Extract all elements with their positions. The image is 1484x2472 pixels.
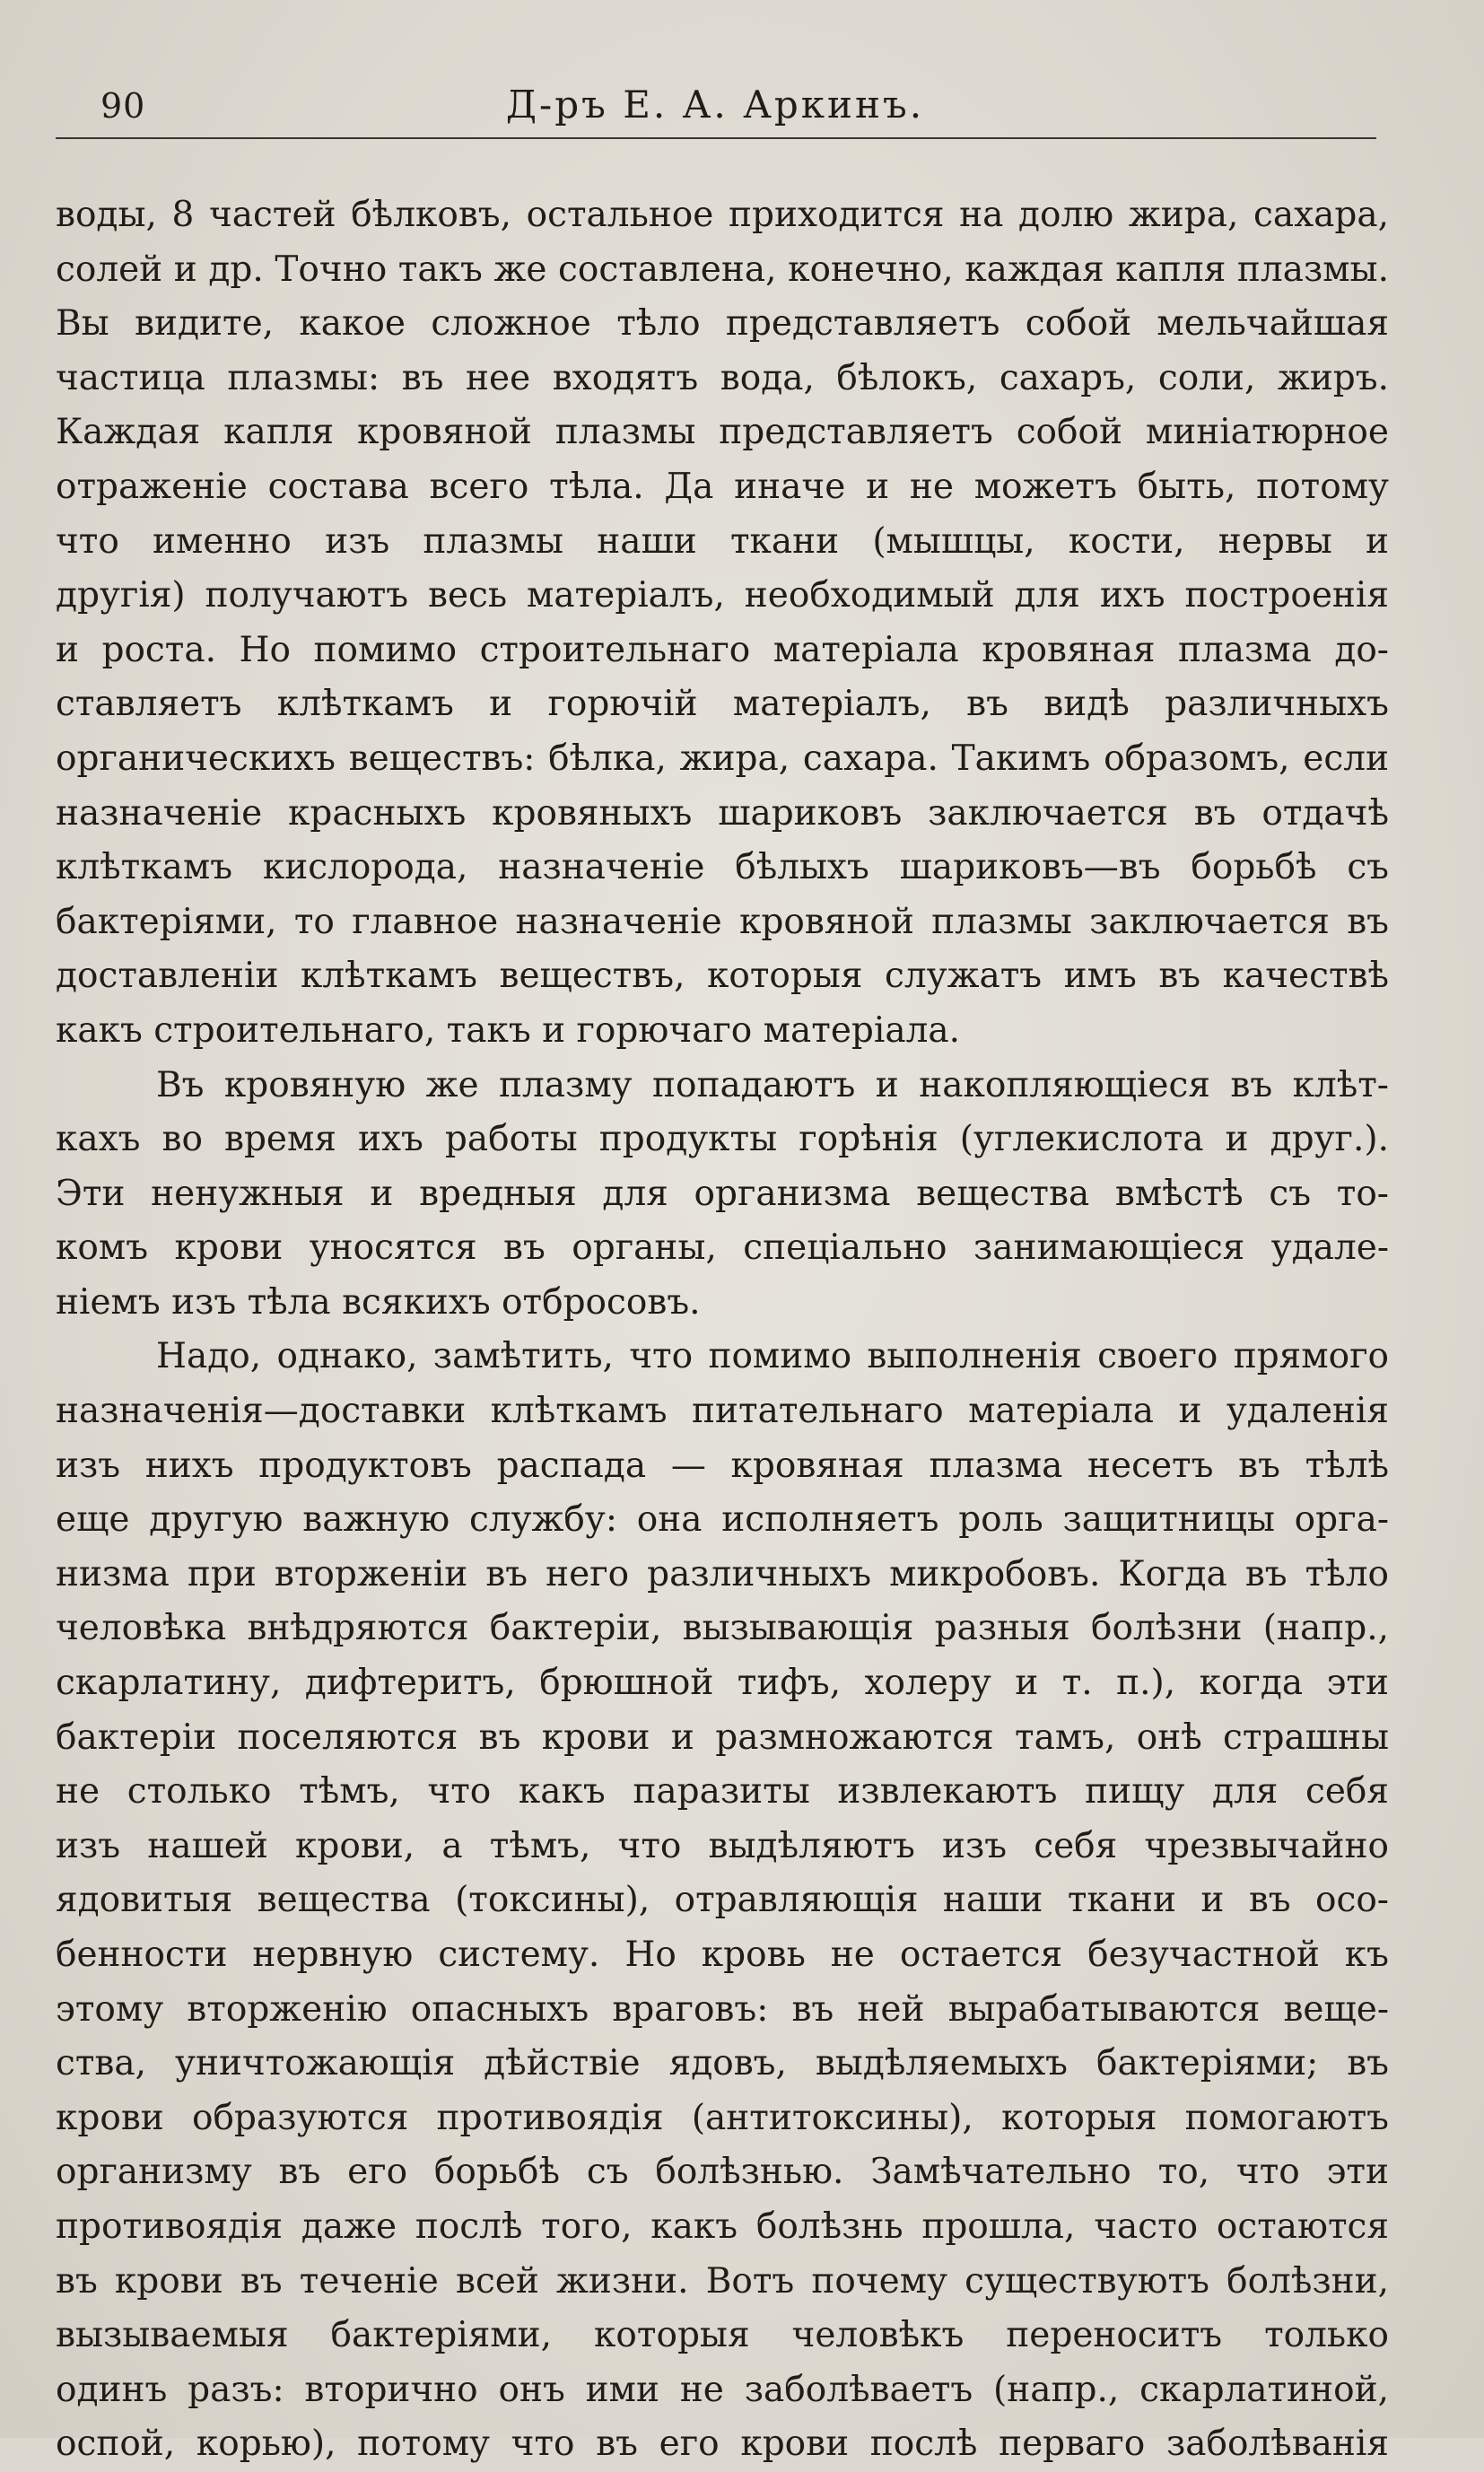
text-line: комъ крови уносятся въ органы, спеціально занимающіеся удале- <box>56 1227 1389 1269</box>
text-line: бактеріями, то главное назначеніе кровяной плазмы заключается въ <box>56 901 1389 942</box>
page-number: 90 <box>100 86 146 126</box>
text-line: низма при вторженіи въ него различныхъ микробовъ. Когда въ тѣло <box>56 1553 1389 1594</box>
text-line: ставляетъ клѣткамъ и горючій матеріалъ, въ видѣ различныхъ <box>56 684 1389 725</box>
header-rule <box>56 137 1376 139</box>
text-line: назначенія—доставки клѣткамъ питательнаго матеріала и удаленія <box>56 1391 1389 1432</box>
text-line: ядовитыя вещества (токсины), отравляющія наши ткани и въ осо- <box>56 1880 1389 1921</box>
text-line: солей и др. Точно такъ же составлена, конечно, каждая капля плазмы. <box>56 249 1389 290</box>
text-line: въ крови въ теченіе всей жизни. Вотъ почему существуютъ болѣзни, <box>56 2260 1389 2302</box>
text-line: кахъ во время ихъ работы продукты горѣнія (углекислота и друг.). <box>56 1119 1389 1160</box>
text-line: отраженіе состава всего тѣла. Да иначе и не можетъ быть, потому <box>56 466 1389 507</box>
running-head <box>56 83 1375 136</box>
text-line: бенности нервную систему. Но кровь не остается безучастной къ <box>56 1935 1389 1975</box>
text-line: клѣткамъ кислорода, назначеніе бѣлыхъ шариковъ—въ борьбѣ съ <box>56 847 1389 888</box>
text-line: изъ нихъ продуктовъ распада — кровяная плазма несетъ въ тѣлѣ <box>56 1445 1389 1486</box>
text-line: бактеріи поселяются въ крови и размножаются тамъ, онѣ страшны <box>56 1716 1389 1758</box>
text-line: ства, уничтожающія дѣйствіе ядовъ, выдѣляемыхъ бактеріями; въ <box>56 2043 1389 2084</box>
text-line: изъ нашей крови, а тѣмъ, что выдѣляютъ изъ себя чрезвычайно <box>56 1825 1389 1866</box>
text-line: вызываемыя бактеріями, которыя человѣкъ переноситъ только <box>56 2315 1389 2356</box>
text-line: Эти ненужныя и вредныя для организма вещества вмѣстѣ съ то- <box>56 1173 1389 1214</box>
text-line: Вы видите, какое сложное тѣло представляетъ собой мельчайшая <box>56 303 1389 345</box>
text-line: какъ строительнаго, такъ и горючаго матеріала. <box>56 1009 961 1051</box>
text-line: этому вторженію опасныхъ враговъ: въ ней вырабатываются веще- <box>56 1988 1389 2030</box>
text-line: другія) получаютъ весь матеріалъ, необходимый для ихъ построенія <box>56 575 1389 616</box>
text-line: Каждая капля кровяной плазмы представляетъ собой миніатюрное <box>56 412 1389 453</box>
text-line: назначеніе красныхъ кровяныхъ шариковъ заключается въ отдачѣ <box>56 792 1389 834</box>
body-text <box>56 188 1389 2472</box>
text-line: противоядія даже послѣ того, какъ болѣзнь прошла, часто остаются <box>56 2206 1389 2247</box>
text-line: и роста. Но помимо строительнаго матеріала кровяная плазма до- <box>56 629 1389 670</box>
text-line: что именно изъ плазмы наши ткани (мышцы, кости, нервы и <box>56 520 1389 562</box>
text-line: организму въ его борьбѣ съ болѣзнью. Замѣчательно то, что эти <box>56 2152 1389 2193</box>
text-line: крови образуются противоядія (антитоксины), которыя помогаютъ <box>56 2097 1389 2138</box>
paragraph-start-line: Въ кровяную же плазму попадаютъ и накопляющіеся въ клѣт- <box>156 1064 1389 1105</box>
text-line: частица плазмы: въ нее входятъ вода, бѣлокъ, сахаръ, соли, жиръ. <box>56 357 1389 398</box>
paragraph-start-line: Надо, однако, замѣтить, что помимо выполненія своего прямого <box>156 1336 1389 1377</box>
text-line: не столько тѣмъ, что какъ паразиты извлекаютъ пищу для себя <box>56 1771 1389 1813</box>
running-head-author: Д-ръ Е. А. Аркинъ. <box>505 83 925 127</box>
text-line: еще другую важную службу: она исполняетъ роль защитницы орга- <box>56 1499 1389 1541</box>
text-line: человѣка внѣдряются бактеріи, вызывающія разныя болѣзни (напр., <box>56 1608 1389 1649</box>
text-line: доставленіи клѣткамъ веществъ, которыя служатъ имъ въ качествѣ <box>56 956 1389 997</box>
text-line: одинъ разъ: вторично онъ ими не заболѣваетъ (напр., скарлатиной, <box>56 2369 1389 2410</box>
text-line: скарлатину, дифтеритъ, брюшной тифъ, холеру и т. п.), когда эти <box>56 1663 1389 1704</box>
text-line: ніемъ изъ тѣла всякихъ отбросовъ. <box>56 1281 701 1323</box>
text-line: оспой, корью), потому что въ его крови послѣ перваго заболѣванія <box>56 2424 1389 2465</box>
text-line: воды, 8 частей бѣлковъ, остальное приходится на долю жира, сахара, <box>56 195 1389 235</box>
text-line: органическихъ веществъ: бѣлка, жира, сахара. Такимъ образомъ, если <box>56 738 1389 779</box>
